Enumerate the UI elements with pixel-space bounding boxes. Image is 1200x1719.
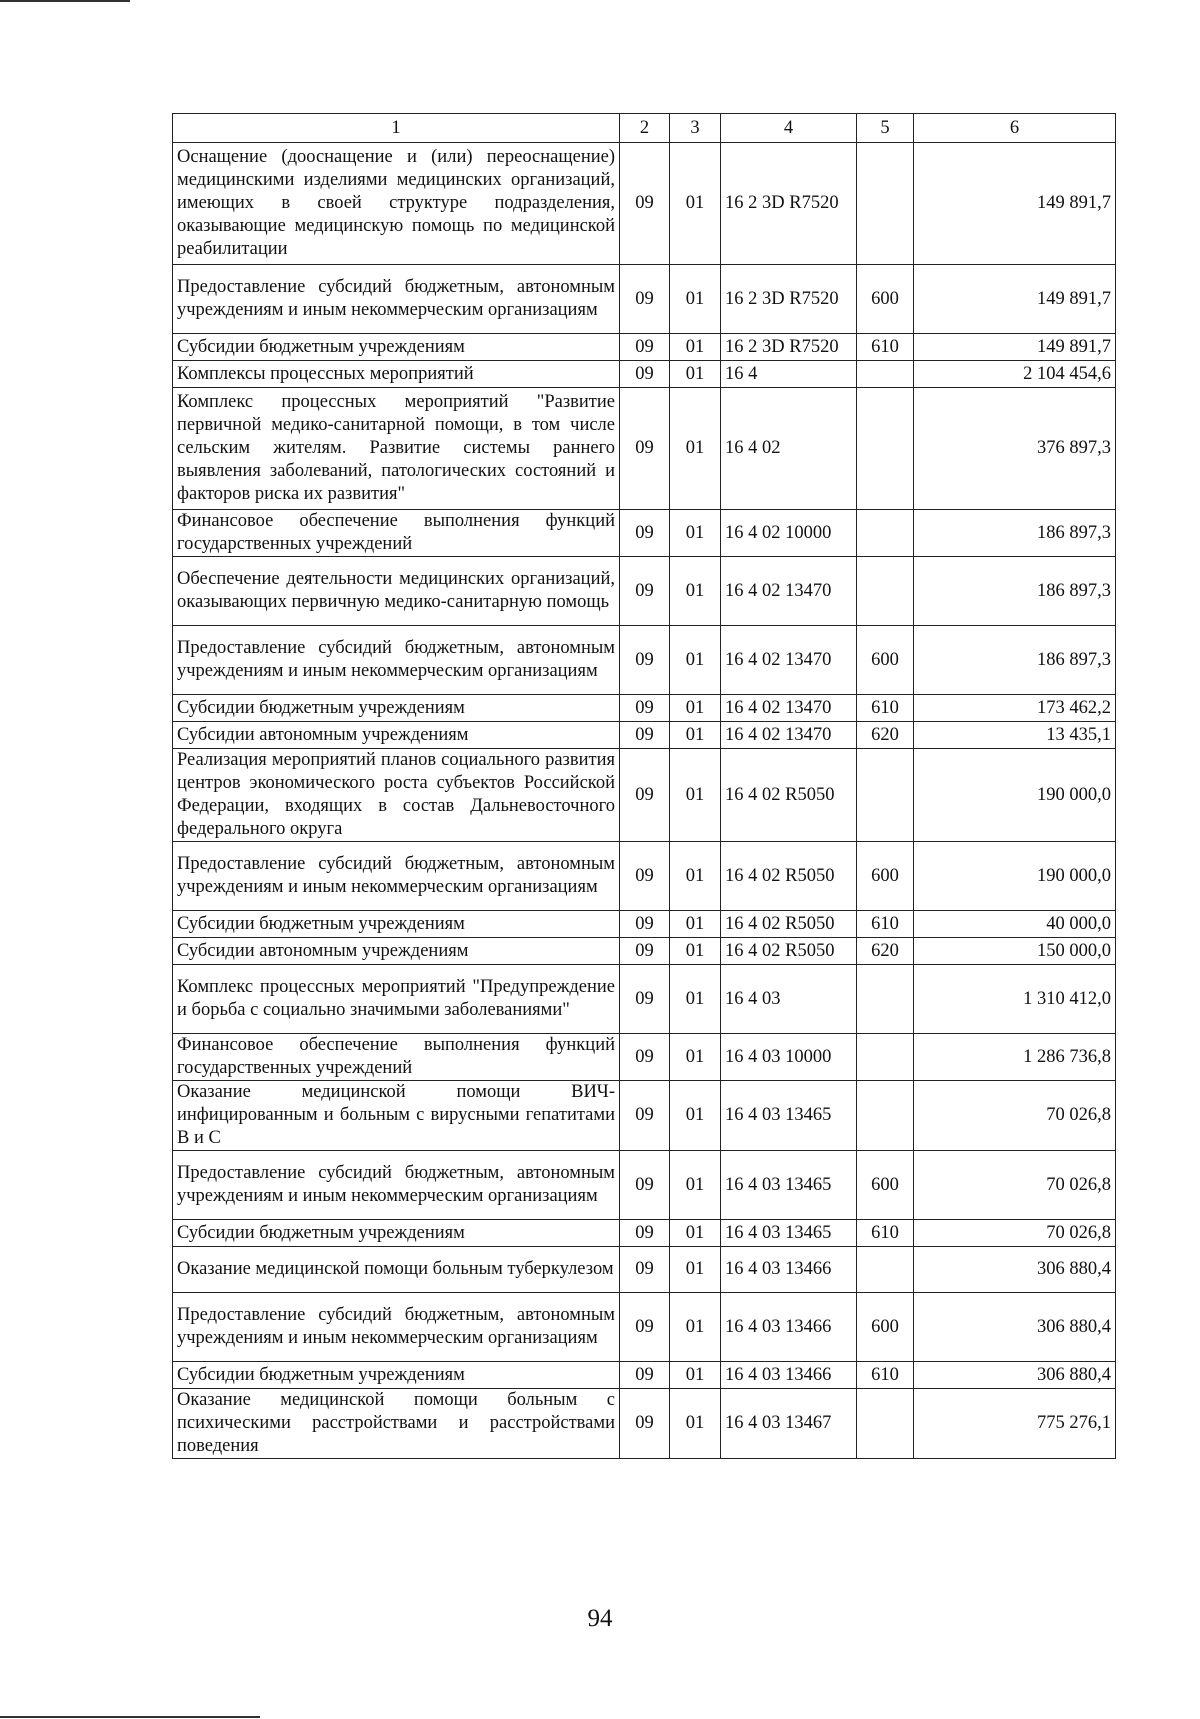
- row-description: Субсидии бюджетным учреждениям: [173, 1362, 620, 1389]
- row-target-article: 16 4 02 13470: [721, 695, 857, 722]
- row-description: Субсидии автономным учреждениям: [173, 722, 620, 749]
- row-description: Предоставление субсидий бюджетным, автономным учреждениям и иным некоммерческим организациям: [173, 1151, 620, 1220]
- table-row: [173, 626, 1116, 695]
- row-subsection-code: 01: [670, 1220, 721, 1247]
- row-target-article: 16 4 03 13466: [721, 1362, 857, 1389]
- table-row: [173, 938, 1116, 965]
- row-subsection-code: 01: [670, 557, 721, 626]
- row-description: Финансовое обеспечение выполнения функций государственных учреждений: [173, 1034, 620, 1081]
- row-description: Комплекс процессных мероприятий "Предупреждение и борьба с социально значимыми заболеваниями": [173, 965, 620, 1034]
- row-amount: 149 891,7: [914, 265, 1116, 334]
- table-row: [173, 842, 1116, 911]
- row-description: Субсидии бюджетным учреждениям: [173, 1220, 620, 1247]
- row-description: Субсидии автономным учреждениям: [173, 938, 620, 965]
- row-amount: 306 880,4: [914, 1293, 1116, 1362]
- row-section-code: 09: [620, 1151, 670, 1220]
- row-subsection-code: 01: [670, 1081, 721, 1151]
- row-description: Предоставление субсидий бюджетным, автономным учреждениям и иным некоммерческим организациям: [173, 1293, 620, 1362]
- row-section-code: 09: [620, 1293, 670, 1362]
- row-section-code: 09: [620, 1034, 670, 1081]
- row-expense-type: 610: [857, 911, 914, 938]
- row-target-article: 16 4 03 10000: [721, 1034, 857, 1081]
- row-subsection-code: 01: [670, 626, 721, 695]
- column-header: 2: [620, 114, 670, 143]
- row-section-code: 09: [620, 510, 670, 557]
- scan-artifact-line: [0, 0, 130, 2]
- row-subsection-code: 01: [670, 938, 721, 965]
- row-amount: 70 026,8: [914, 1220, 1116, 1247]
- row-section-code: 09: [620, 265, 670, 334]
- row-amount: 70 026,8: [914, 1151, 1116, 1220]
- row-amount: 1 286 736,8: [914, 1034, 1116, 1081]
- row-subsection-code: 01: [670, 1034, 721, 1081]
- row-target-article: 16 4 02: [721, 388, 857, 510]
- column-header: 6: [914, 114, 1116, 143]
- row-subsection-code: 01: [670, 1362, 721, 1389]
- row-amount: 2 104 454,6: [914, 361, 1116, 388]
- row-target-article: 16 2 3D R7520: [721, 265, 857, 334]
- row-subsection-code: 01: [670, 695, 721, 722]
- row-section-code: 09: [620, 1081, 670, 1151]
- row-section-code: 09: [620, 842, 670, 911]
- row-expense-type: 610: [857, 695, 914, 722]
- row-subsection-code: 01: [670, 1151, 721, 1220]
- budget-table: [172, 113, 1116, 1459]
- row-target-article: 16 2 3D R7520: [721, 334, 857, 361]
- row-amount: 190 000,0: [914, 842, 1116, 911]
- row-subsection-code: 01: [670, 965, 721, 1034]
- row-amount: 149 891,7: [914, 334, 1116, 361]
- row-expense-type: 620: [857, 722, 914, 749]
- row-description: Предоставление субсидий бюджетным, автономным учреждениям и иным некоммерческим организациям: [173, 265, 620, 334]
- row-expense-type: [857, 1247, 914, 1293]
- row-subsection-code: 01: [670, 842, 721, 911]
- row-amount: 1 310 412,0: [914, 965, 1116, 1034]
- row-expense-type: 610: [857, 334, 914, 361]
- row-section-code: 09: [620, 334, 670, 361]
- table-row: [173, 1151, 1116, 1220]
- row-expense-type: [857, 1389, 914, 1459]
- row-section-code: 09: [620, 722, 670, 749]
- row-expense-type: 600: [857, 1293, 914, 1362]
- row-subsection-code: 01: [670, 334, 721, 361]
- table-row: [173, 510, 1116, 557]
- table-row: [173, 722, 1116, 749]
- row-expense-type: [857, 965, 914, 1034]
- row-target-article: 16 4 02 R5050: [721, 911, 857, 938]
- row-section-code: 09: [620, 388, 670, 510]
- row-expense-type: 600: [857, 265, 914, 334]
- row-subsection-code: 01: [670, 143, 721, 265]
- row-description: Комплексы процессных мероприятий: [173, 361, 620, 388]
- row-target-article: 16 4 02 R5050: [721, 842, 857, 911]
- row-description: Обеспечение деятельности медицинских организаций, оказывающих первичную медико-санитарную помощь: [173, 557, 620, 626]
- row-amount: 70 026,8: [914, 1081, 1116, 1151]
- row-section-code: 09: [620, 626, 670, 695]
- row-description: Оказание медицинской помощи ВИЧ-инфицированным и больным с вирусными гепатитами В и С: [173, 1081, 620, 1151]
- table-row: [173, 1034, 1116, 1081]
- row-description: Субсидии бюджетным учреждениям: [173, 911, 620, 938]
- table-row: [173, 1247, 1116, 1293]
- row-target-article: 16 4 03 13465: [721, 1220, 857, 1247]
- row-amount: 186 897,3: [914, 557, 1116, 626]
- row-subsection-code: 01: [670, 722, 721, 749]
- table-row: [173, 143, 1116, 265]
- row-amount: 150 000,0: [914, 938, 1116, 965]
- row-description: Оснащение (дооснащение и (или) переоснащение) медицинскими изделиями медицинских организаций, имеющих в своей структуре подразделения, оказывающие медицинскую помощь по медицинской реабилитации: [173, 143, 620, 265]
- row-description: Предоставление субсидий бюджетным, автономным учреждениям и иным некоммерческим организациям: [173, 626, 620, 695]
- row-expense-type: 620: [857, 938, 914, 965]
- table-row: [173, 695, 1116, 722]
- row-subsection-code: 01: [670, 749, 721, 842]
- row-amount: 186 897,3: [914, 626, 1116, 695]
- row-subsection-code: 01: [670, 388, 721, 510]
- row-target-article: 16 4 02 R5050: [721, 749, 857, 842]
- table-row: [173, 334, 1116, 361]
- row-subsection-code: 01: [670, 265, 721, 334]
- row-expense-type: [857, 143, 914, 265]
- table-row: [173, 557, 1116, 626]
- table-row: [173, 1389, 1116, 1459]
- row-subsection-code: 01: [670, 1389, 721, 1459]
- column-header: 1: [173, 114, 620, 143]
- row-amount: 40 000,0: [914, 911, 1116, 938]
- row-description: Предоставление субсидий бюджетным, автономным учреждениям и иным некоммерческим организациям: [173, 842, 620, 911]
- row-target-article: 16 4 03 13467: [721, 1389, 857, 1459]
- row-subsection-code: 01: [670, 911, 721, 938]
- row-section-code: 09: [620, 749, 670, 842]
- table-row: [173, 265, 1116, 334]
- table-row: [173, 361, 1116, 388]
- row-expense-type: [857, 1081, 914, 1151]
- row-target-article: 16 4 02 13470: [721, 557, 857, 626]
- row-section-code: 09: [620, 1220, 670, 1247]
- row-description: Оказание медицинской помощи больным с психическими расстройствами и расстройствами поведения: [173, 1389, 620, 1459]
- page-number: 94: [587, 1605, 613, 1632]
- table-body: [173, 143, 1116, 1459]
- row-expense-type: [857, 749, 914, 842]
- row-target-article: 16 4 03: [721, 965, 857, 1034]
- table-row: [173, 911, 1116, 938]
- row-amount: 149 891,7: [914, 143, 1116, 265]
- row-section-code: 09: [620, 695, 670, 722]
- row-expense-type: [857, 557, 914, 626]
- row-section-code: 09: [620, 1389, 670, 1459]
- row-section-code: 09: [620, 143, 670, 265]
- row-section-code: 09: [620, 938, 670, 965]
- row-subsection-code: 01: [670, 1293, 721, 1362]
- row-expense-type: [857, 1034, 914, 1081]
- row-subsection-code: 01: [670, 1247, 721, 1293]
- table-row: [173, 1081, 1116, 1151]
- row-expense-type: [857, 388, 914, 510]
- row-description: Оказание медицинской помощи больным туберкулезом: [173, 1247, 620, 1293]
- row-target-article: 16 4: [721, 361, 857, 388]
- row-amount: 306 880,4: [914, 1247, 1116, 1293]
- row-target-article: 16 4 03 13466: [721, 1247, 857, 1293]
- row-target-article: 16 4 02 13470: [721, 722, 857, 749]
- column-header: 5: [857, 114, 914, 143]
- row-target-article: 16 4 03 13466: [721, 1293, 857, 1362]
- row-expense-type: [857, 361, 914, 388]
- row-amount: 775 276,1: [914, 1389, 1116, 1459]
- row-amount: 13 435,1: [914, 722, 1116, 749]
- row-amount: 190 000,0: [914, 749, 1116, 842]
- row-section-code: 09: [620, 911, 670, 938]
- row-expense-type: 600: [857, 842, 914, 911]
- row-section-code: 09: [620, 1362, 670, 1389]
- row-description: Финансовое обеспечение выполнения функций государственных учреждений: [173, 510, 620, 557]
- table-row: [173, 1362, 1116, 1389]
- row-target-article: 16 4 02 10000: [721, 510, 857, 557]
- column-header: 4: [721, 114, 857, 143]
- row-expense-type: 610: [857, 1220, 914, 1247]
- row-description: Субсидии бюджетным учреждениям: [173, 334, 620, 361]
- row-target-article: 16 4 03 13465: [721, 1081, 857, 1151]
- table-row: [173, 1293, 1116, 1362]
- row-target-article: 16 4 03 13465: [721, 1151, 857, 1220]
- row-amount: 376 897,3: [914, 388, 1116, 510]
- row-amount: 306 880,4: [914, 1362, 1116, 1389]
- scan-artifact-line: [0, 1716, 260, 1718]
- row-section-code: 09: [620, 1247, 670, 1293]
- table-row: [173, 1220, 1116, 1247]
- row-description: Комплекс процессных мероприятий "Развитие первичной медико-санитарной помощи, в том числе сельским жителям. Развитие системы раннего выявления заболеваний, патологических состояний и факторов риска их развития": [173, 388, 620, 510]
- row-subsection-code: 01: [670, 510, 721, 557]
- row-amount: 186 897,3: [914, 510, 1116, 557]
- table-row: [173, 965, 1116, 1034]
- row-subsection-code: 01: [670, 361, 721, 388]
- row-expense-type: 600: [857, 1151, 914, 1220]
- row-amount: 173 462,2: [914, 695, 1116, 722]
- row-target-article: 16 4 02 13470: [721, 626, 857, 695]
- row-section-code: 09: [620, 965, 670, 1034]
- row-expense-type: 610: [857, 1362, 914, 1389]
- table-row: [173, 388, 1116, 510]
- row-description: Субсидии бюджетным учреждениям: [173, 695, 620, 722]
- table-header-row: [173, 114, 1116, 143]
- row-section-code: 09: [620, 557, 670, 626]
- row-section-code: 09: [620, 361, 670, 388]
- table-row: [173, 749, 1116, 842]
- row-target-article: 16 2 3D R7520: [721, 143, 857, 265]
- row-target-article: 16 4 02 R5050: [721, 938, 857, 965]
- row-expense-type: [857, 510, 914, 557]
- row-expense-type: 600: [857, 626, 914, 695]
- column-header: 3: [670, 114, 721, 143]
- row-description: Реализация мероприятий планов социального развития центров экономического роста субъектов Российской Федерации, входящих в состав Дальневосточного федерального округа: [173, 749, 620, 842]
